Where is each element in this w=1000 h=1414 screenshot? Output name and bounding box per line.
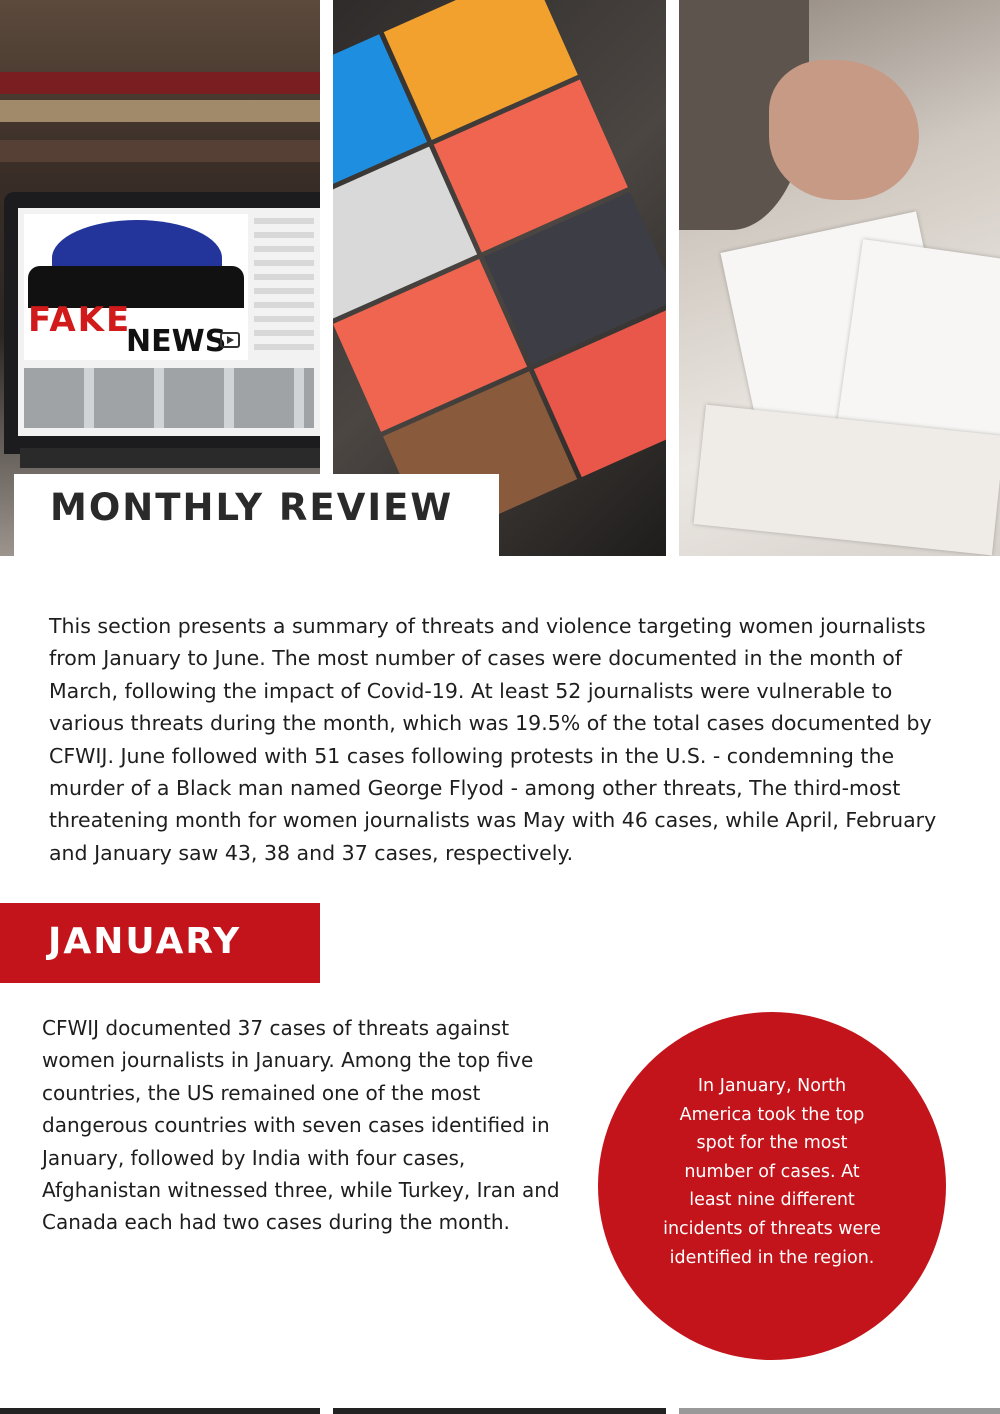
laptop-screen [18, 208, 320, 436]
month-title: JANUARY [48, 921, 242, 962]
bottom-photo-edge [333, 1408, 666, 1414]
news-app-phone-photo [333, 0, 666, 556]
bottom-photo-edge [0, 1408, 320, 1414]
fake-graphic-text: FAKE [28, 300, 132, 340]
play-icon [220, 332, 240, 348]
blurred-sidebar [254, 218, 314, 358]
magazine-photo [679, 0, 1000, 556]
magazine-page [837, 239, 1000, 451]
news-graphic-text: NEWS [126, 324, 227, 359]
laptop-keyboard [20, 448, 320, 468]
bookshelf-band [0, 140, 320, 162]
fake-news-graphic [24, 214, 248, 360]
highlight-circle [598, 1012, 946, 1360]
hand-shape [769, 60, 919, 200]
title-card [14, 474, 499, 556]
january-paragraph: CFWIJ documented 37 cases of threats against women journalists in January. Among the top five countries, the US remained one of the most dangerous countries with seven cases identified in January, followed by India with four cases, Afghanistan witnessed three, while Turkey, Iran and Canada each had two cases during the month. [42, 1016, 560, 1235]
intro-paragraph: This section presents a summary of threats and violence targeting women journalists from January to June. The most number of cases were documented in the month of March, following the impact of Covid-19. At least 52 journalists were vulnerable to various threats during the month, which was 19.5% of the total cases documented by CFWIJ. June followed with 51 cases following protests in the U.S. - condemning the murder of a Black man named George Flyod - among other threats, The third-most threatening month for women journalists was May with 46 cases, while April, February and January saw 43, 38 and 37 cases, respectively. [49, 614, 937, 865]
month-banner [0, 903, 320, 983]
blurred-thumbnails [24, 368, 314, 428]
bookshelf-band [0, 72, 320, 94]
page-title: MONTHLY REVIEW [50, 486, 454, 529]
fake-news-laptop-photo [0, 0, 320, 556]
bookshelf-band [0, 100, 320, 122]
bottom-photo-edge [679, 1408, 1000, 1414]
phone-screen [333, 0, 666, 556]
highlight-text: In January, North America took the top spot for the most number of cases. At least nine different incidents of threats were identified in the region. [663, 1076, 881, 1268]
